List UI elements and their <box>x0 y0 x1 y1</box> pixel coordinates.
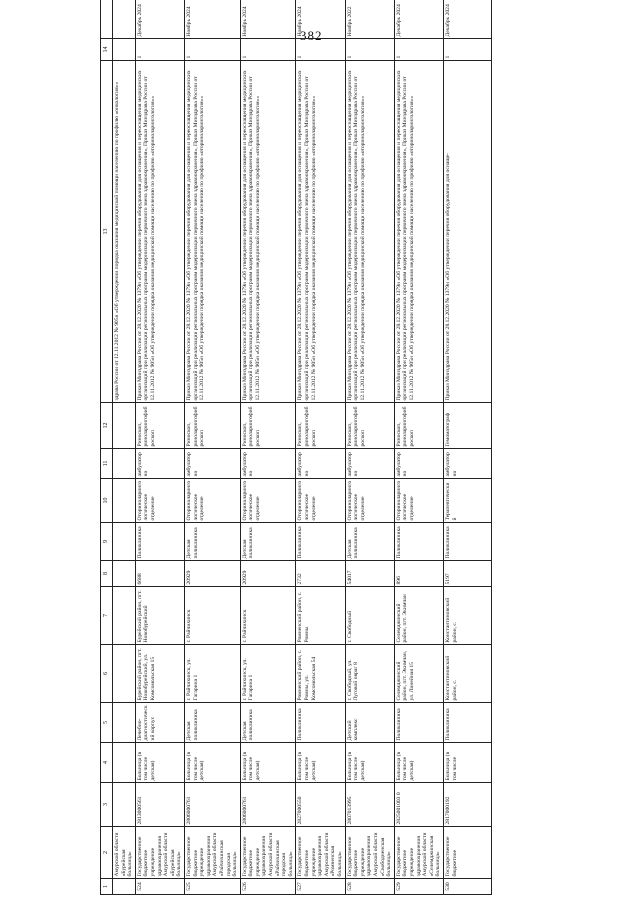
table-cell: амбулаторно <box>240 449 296 479</box>
col-header: 10 <box>101 479 113 523</box>
table-cell: Государственное бюджетное учреждение здравоохранения Амурской области «Свободненская больница» <box>345 827 394 879</box>
table-cell: Гемоматограф <box>443 403 491 449</box>
table-cell: Риноскоп, риноларингофиброскоп <box>394 403 443 449</box>
table-cell: Декабрь 2024 <box>443 0 491 39</box>
table-cell: амбулаторно <box>296 449 345 479</box>
table-cell: 2806000761 <box>240 783 296 827</box>
table-cell: 527 <box>296 879 345 895</box>
table-cell: Детская поликлиника <box>184 523 240 561</box>
table-cell: 524 <box>135 879 184 895</box>
col-header: 2 <box>101 827 113 879</box>
table-row <box>345 0 394 895</box>
table-cell <box>113 449 136 479</box>
table-cell <box>113 479 136 523</box>
table-cell: Приказ Минздрава России от 28.12.2020 № 1379н «Об утверждении перечня оборудования для оснаще- <box>443 61 491 403</box>
table-row <box>443 0 491 895</box>
equipment-table <box>100 0 492 895</box>
table-cell: 2807013995 <box>345 783 394 827</box>
table-cell: Поликлиника <box>443 703 491 743</box>
table-cell: г. Райчихинск, ул. Гагарина 1 <box>184 645 240 703</box>
col-header: 8 <box>101 561 113 587</box>
table-cell: Бурейский район, пгт. Новобурейский, ул. Комсомольская 15 <box>135 645 184 703</box>
table-cell: Оториноларингологическое отделение <box>345 479 394 523</box>
table-cell: Больница (в том числе детская) <box>394 743 443 783</box>
table-cell: Поликлиника <box>296 703 345 743</box>
table-cell: г. Райчихинск <box>240 587 296 645</box>
table-cell: Больница (в том числе детская) <box>240 743 296 783</box>
table-cell: Государственное бюджетное учреждение здравоохранения Амурской области «Ромненская больница» <box>296 827 345 879</box>
table-cell <box>113 0 136 39</box>
table-cell: 525 <box>184 879 240 895</box>
table-cell: Оториноларингологическое отделение <box>394 479 443 523</box>
col-header: 4 <box>101 743 113 783</box>
table-cell <box>113 645 136 703</box>
table-cell <box>113 561 136 587</box>
table-cell: Селемджинский район, пгт. Экимчан <box>394 587 443 645</box>
table-cell: Риноскоп, риноларингофиброскоп <box>135 403 184 449</box>
table-cell: Государственное бюджетное учреждение здравоохранения Амурской области «Райчихинская городская больница» <box>184 827 240 879</box>
table-cell: Детская поликлиника <box>240 523 296 561</box>
col-header: 3 <box>101 783 113 827</box>
col-header: 13 <box>101 61 113 403</box>
table-cell: Детская поликлиника <box>345 523 394 561</box>
table-cell: Поликлиника <box>394 523 443 561</box>
table-cell: Государственное бюджетное учреждение здравоохранения Амурской области «Бурейская больница» <box>135 827 184 879</box>
table-cell: 6688 <box>135 561 184 587</box>
table-row <box>135 0 184 895</box>
table-cell <box>113 879 136 895</box>
table-cell: Бурейский район, пгт. Новобурейский <box>135 587 184 645</box>
table-cell: Риноскоп, риноларингофиброскоп <box>345 403 394 449</box>
table-cell: 1 <box>443 39 491 61</box>
table-cell: Лечебно-диагностический корпус <box>135 703 184 743</box>
table-cell: 896 <box>394 561 443 587</box>
col-header: 12 <box>101 403 113 449</box>
table-cell: Оториноларингологическое отделение <box>184 479 240 523</box>
table-cell: 1 <box>135 39 184 61</box>
continued-row <box>113 0 136 895</box>
col-header: 14 <box>101 39 113 61</box>
table-cell: Приказ Минздрава России от 28.12.2020 № 1379н «Об утверждении перечня оборудования для оснащения и переоснащения медицинских организаций при реализации региональных программ модернизации первичного звена здравоохранения», Приказ Минздрава России от 12.11.2012 № 905н «Об утверждении порядка оказания медицинской помощи населению по профилю «оториноларингология»» <box>394 61 443 403</box>
table-row <box>184 0 240 895</box>
table-cell: 2817000192 <box>443 783 491 827</box>
table-cell <box>113 403 136 449</box>
table-cell: Декабрь 2024 <box>394 0 443 39</box>
table-cell: Детская поликлиника <box>184 703 240 743</box>
table-cell: Больница (в том числе <box>443 743 491 783</box>
table-cell <box>113 703 136 743</box>
table-cell: Константиновский район, с. <box>443 645 491 703</box>
table-cell: амбулаторно <box>135 449 184 479</box>
column-number-row <box>101 0 113 895</box>
table-body <box>101 0 492 895</box>
table-cell: г. Райчихинск <box>184 587 240 645</box>
org-name-cell: Амурской области «Бурейская больница» <box>113 827 136 879</box>
table-cell: 2732 <box>296 561 345 587</box>
table-cell <box>113 783 136 827</box>
table-cell: Приказ Минздрава России от 28.12.2020 № 1379н «Об утверждении перечня оборудования для оснащения и переоснащения медицинских организаций при реализации региональных программ модернизации первичного звена здравоохранения», Приказ Минздрава России от 12.11.2012 № 905н «Об утверждении порядка оказания медицинской помощи населению по профилю «оториноларингология»» <box>296 61 345 403</box>
table-cell: Больница (в том числе детская) <box>296 743 345 783</box>
table-row <box>240 0 296 895</box>
table-cell: 5197 <box>443 561 491 587</box>
table-cell: Декабрь 2024 <box>135 0 184 39</box>
table-cell: Государственное бюджетное <box>443 827 491 879</box>
table-cell: Приказ Минздрава России от 28.12.2020 № 1379н «Об утверждении перечня оборудования для оснащения и переоснащения медицинских организаций при реализации региональных программ модернизации первичного звена здравоохранения», Приказ Минздрава России от 12.11.2012 № 905н «Об утверждении порядка оказания медицинской помощи населению по профилю «оториноларингология»» <box>240 61 296 403</box>
table-row <box>296 0 345 895</box>
table-cell: Государственное бюджетное учреждение здравоохранения Амурской области «Селемджинская больница» <box>394 827 443 879</box>
table-cell: Приказ Минздрава России от 28.12.2020 № 1379н «Об утверждении перечня оборудования для оснащения и переоснащения медицинских организаций при реализации региональных программ модернизации первичного звена здравоохранения», Приказ Минздрава России от 12.11.2012 № 905н «Об утверждении порядка оказания медицинской помощи населению по профилю «оториноларингология»» <box>135 61 184 403</box>
table-cell: 2827000550 <box>296 783 345 827</box>
table-cell: 2806000761 <box>184 783 240 827</box>
table-cell: 530 <box>443 879 491 895</box>
table-cell: Ноябрь 2024 <box>296 0 345 39</box>
table-cell: Оториноларингологическое отделение <box>296 479 345 523</box>
table-cell: Риноскоп, риноларингофиброскоп <box>240 403 296 449</box>
table-cell: Ноябрь 2022 <box>345 0 394 39</box>
table-cell: Поликлиника <box>296 523 345 561</box>
table-cell: 1 <box>240 39 296 61</box>
table-cell: Селемджинский район, пгт. Экимчан, ул. Линейная 15 <box>394 645 443 703</box>
table-cell: Поликлиника <box>443 523 491 561</box>
table-cell: Ноябрь 2024 <box>184 0 240 39</box>
table-cell: Ноябрь 2024 <box>240 0 296 39</box>
table-cell: 1 <box>394 39 443 61</box>
table-cell: 528 <box>345 879 394 895</box>
table-cell: Риноскоп, риноларингофиброскоп <box>184 403 240 449</box>
table-cell: 20929 <box>184 561 240 587</box>
table-cell <box>113 743 136 783</box>
table-cell: Поликлиника <box>394 703 443 743</box>
table-cell: Ромненский район, с. Ромны <box>296 587 345 645</box>
col-header: 1 <box>101 879 113 895</box>
table-cell: 2813000561 <box>135 783 184 827</box>
table-cell: 54017 <box>345 561 394 587</box>
col-header: 11 <box>101 449 113 479</box>
table-cell: амбулаторно <box>184 449 240 479</box>
table-cell: Константиновский район, с. <box>443 587 491 645</box>
table-cell: Оториноларингологическое отделение <box>240 479 296 523</box>
table-cell <box>113 39 136 61</box>
table-cell: г. Свободный, ул. Луговой овраг 8 <box>345 645 394 703</box>
col-header <box>101 0 113 39</box>
table-cell: г. Свободный <box>345 587 394 645</box>
table-cell: 20929 <box>240 561 296 587</box>
table-cell: г. Райчихинск, ул. Гагарина 1 <box>240 645 296 703</box>
col-header: 6 <box>101 645 113 703</box>
table-cell: Приказ Минздрава России от 28.12.2020 № 1379н «Об утверждении перечня оборудования для оснащения и переоснащения медицинских организаций при реализации региональных программ модернизации первичного звена здравоохранения», Приказ Минздрава России от 12.11.2012 № 905н «Об утверждении порядка оказания медицинской помощи населению по профилю «оториноларингология»» <box>184 61 240 403</box>
table-cell <box>113 587 136 645</box>
table-cell: Приказ Минздрава России от 28.12.2020 № 1379н «Об утверждении перечня оборудования для оснащения и переоснащения медицинских организаций при реализации региональных программ модернизации первичного звена здравоохранения», Приказ Минздрава России от 12.11.2012 № 905н «Об утверждении порядка оказания медицинской помощи населению по профилю «оториноларингология»» <box>345 61 394 403</box>
table-cell: Детский комплекс <box>345 703 394 743</box>
table-cell: 1 <box>296 39 345 61</box>
col-header: 9 <box>101 523 113 561</box>
table-cell: амбулаторно <box>345 449 394 479</box>
table-row <box>394 0 443 895</box>
table-cell: 526 <box>240 879 296 895</box>
table-cell: 1 <box>184 39 240 61</box>
table-cell: Больница (в том числе детская) <box>345 743 394 783</box>
page-number: 382 <box>300 28 323 43</box>
col-header: 7 <box>101 587 113 645</box>
table-cell: 529 <box>394 879 443 895</box>
col-header: 5 <box>101 703 113 743</box>
table-cell: Ромненский район, с. Ромны, ул. Комсомольская 54 <box>296 645 345 703</box>
table-cell: Государственное бюджетное учреждение здравоохранения Амурской области «Райчихинская городская больница» <box>240 827 296 879</box>
table-cell: Оториноларингологическое отделение <box>135 479 184 523</box>
table-cell: амбулаторно <box>394 449 443 479</box>
table-cell: Больница (в том числе детская) <box>184 743 240 783</box>
table-cell: Терапевтический <box>443 479 491 523</box>
table-cell: Больница (в том числе детская) <box>135 743 184 783</box>
table-cell <box>113 523 136 561</box>
table-cell: 1 <box>345 39 394 61</box>
table-cell: Детская поликлиника <box>240 703 296 743</box>
legal-basis-cell: здрава России от 12.11.2012 № 905н «Об утверждении порядка оказания медицинской помощи населению по профилю «онкология»» <box>113 61 136 403</box>
table-cell: Риноскоп, риноларингофиброскоп <box>296 403 345 449</box>
table-cell: 2825001003 0 <box>394 783 443 827</box>
table-cell: Поликлиника <box>135 523 184 561</box>
table-cell: амбулаторно <box>443 449 491 479</box>
